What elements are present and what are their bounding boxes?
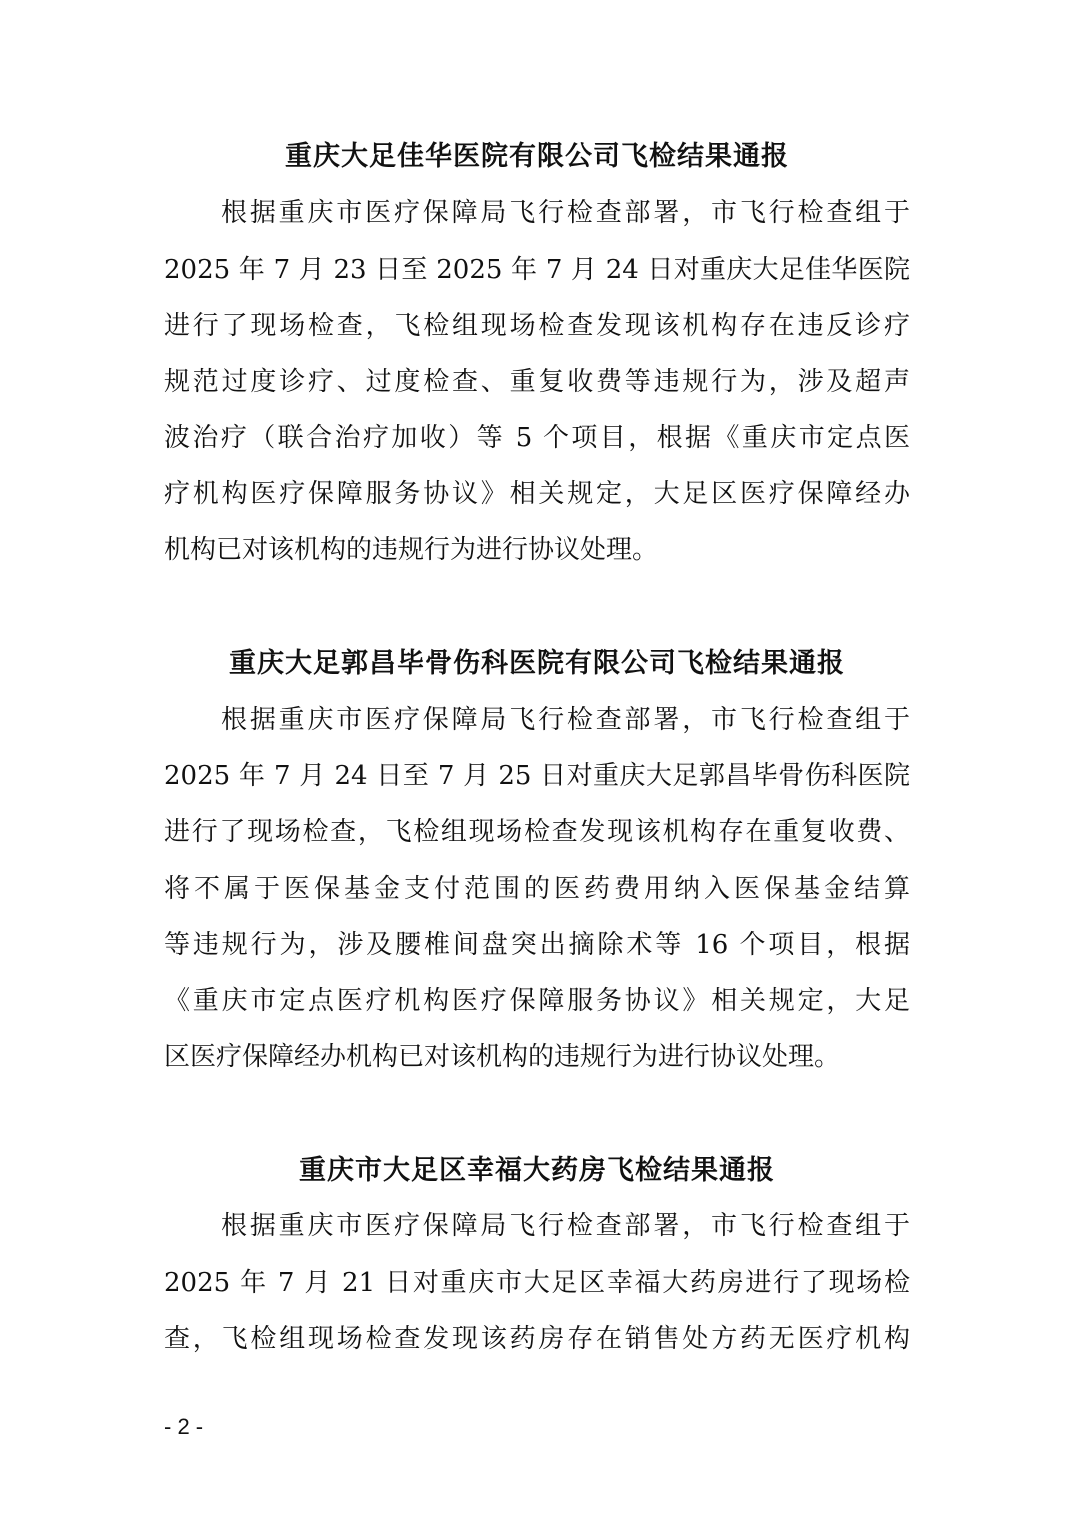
section-3-line-3: 查，飞检组现场检查发现该药房存在销售处方药无医疗机构	[164, 1324, 910, 1354]
section-3-title: 重庆市大足区幸福大药房飞检结果通报	[299, 1155, 775, 1186]
section-1-title: 重庆大足佳华医院有限公司飞检结果通报	[285, 141, 789, 172]
section-1-line-4: 规范过度诊疗、过度检查、重复收费等违规行为，涉及超声	[164, 367, 910, 397]
section-1-line-3: 进行了现场检查，飞检组现场检查发现该机构存在违反诊疗	[164, 311, 910, 341]
section-2-line-2: 2025 年 7 月 24 日至 7 月 25 日对重庆大足郭昌毕骨伤科医院	[164, 761, 910, 791]
section-2-title: 重庆大足郭昌毕骨伤科医院有限公司飞检结果通报	[229, 648, 845, 679]
section-2-line-5: 等违规行为，涉及腰椎间盘突出摘除术等 16 个项目，根据	[164, 930, 910, 960]
section-1-line-7: 机构已对该机构的违规行为进行协议处理。	[164, 535, 659, 565]
section-2-line-1: 根据重庆市医疗保障局飞行检查部署，市飞行检查组于	[221, 705, 910, 735]
page-number: - 2 -	[164, 1414, 204, 1439]
section-1-line-5: 波治疗（联合治疗加收）等 5 个项目，根据《重庆市定点医	[164, 423, 910, 453]
section-1-line-2: 2025 年 7 月 23 日至 2025 年 7 月 24 日对重庆大足佳华医院	[164, 255, 910, 285]
section-2-line-3: 进行了现场检查，飞检组现场检查发现该机构存在重复收费、	[164, 817, 910, 847]
section-1-line-6: 疗机构医疗保障服务协议》相关规定，大足区医疗保障经办	[164, 479, 910, 509]
section-2-line-6: 《重庆市定点医疗机构医疗保障服务协议》相关规定，大足	[164, 986, 910, 1016]
section-3-line-2: 2025 年 7 月 21 日对重庆市大足区幸福大药房进行了现场检	[164, 1268, 910, 1298]
section-2-line-7: 区医疗保障经办机构已对该机构的违规行为进行协议处理。	[164, 1042, 841, 1072]
section-1-line-1: 根据重庆市医疗保障局飞行检查部署，市飞行检查组于	[221, 198, 910, 228]
section-3-line-1: 根据重庆市医疗保障局飞行检查部署，市飞行检查组于	[221, 1211, 910, 1241]
section-2-line-4: 将不属于医保基金支付范围的医药费用纳入医保基金结算	[164, 874, 910, 904]
